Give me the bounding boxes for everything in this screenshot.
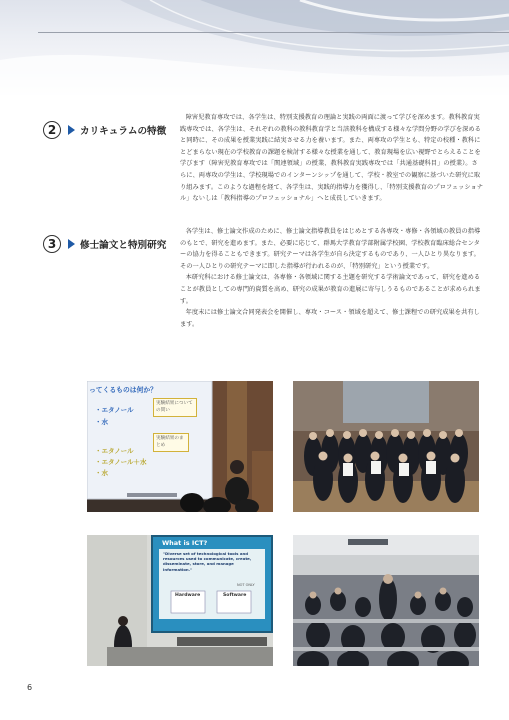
slide-quote: "Diverse set of technological tools and resources used to communicate, create, disseminate, store, and manage information." <box>163 551 252 572</box>
slide-item: ・水 <box>95 469 108 477</box>
section-3-heading <box>43 235 166 253</box>
slide-item: ・水 <box>95 418 108 426</box>
photo-ict-lecture <box>87 535 273 666</box>
paragraph: 障害児教育専攻では、各学生は、特別支援教育の理論と実践の両面に渡って学びを深めます。教科教育実践専攻では、各学生は、それぞれの教科の教科教育学と当該教科を構成する様々な学問分野の学びを深めると同時に、その成果を授業実践に結実させる力を養います。また、両専攻の学生とも、特定の校種・教科にとどまらない現在の学校教育の課題を検討する様々な授業を通して、教育現場を広い視野でとらえることを学びます（障害児教育専攻では「関連領域」の授業、教科教育実践専攻では「共通基礎科目」の授業）。さらに、両専攻の学生は、学校現場でのインターンシップを通して、学校・教室での観察に基づいた研究に取り組みます。このような過程を経て、各学生は、実践的指導力を獲得し、「特別支援教育のプロフェッショナル」ないしは「教科指導のプロフェッショナル」へと成長していきます。 <box>180 114 484 203</box>
slide-item: ・エタノール <box>95 406 134 414</box>
paragraph: 本研究科における修士論文は、各専修・各領域に関する主題を研究する学術論文であって、研究を進めることが教員としての専門的資質を高め、研究の成果が教育の進展に寄与しうるものであることが求められます。 <box>180 274 481 305</box>
slide-callout-box: 実験結果についての問い <box>153 398 197 417</box>
slide-label-software: Software <box>223 593 247 598</box>
section-number-badge: 3 <box>43 235 61 253</box>
slide-item: ・エタノール＋水 <box>95 458 147 466</box>
slide-question: ってくるものは何か？ <box>89 386 157 394</box>
section-2-heading <box>43 121 166 139</box>
slide-item: ・エタノール <box>95 447 134 455</box>
paragraph: 各学生は、修士論文作成のために、修士論文指導教員をはじめとする各専攻・専修・各領域の教員の指導のもとで、研究を進めます。また、必要に応じて、群馬大学教育学部附属学校園、学校教育臨床総合センターの協力を得ることもできます。研究テーマは各学生が自ら決定するものであり、一人ひとり異なります。その一人ひとりの研究テーマに即した指導が行われるのが、「特別研究」という授業です。 <box>180 228 481 270</box>
paragraph: 年度末には修士論文合同発表会を開催し、専攻・コース・領域を超えて、修士課程での研究成果を共有します。 <box>180 309 480 328</box>
section-title: カリキュラムの特徴 <box>80 126 167 137</box>
page-number: 6 <box>27 683 33 692</box>
triangle-bullet-icon <box>68 125 75 135</box>
triangle-bullet-icon <box>68 239 75 249</box>
section-3-body <box>180 226 484 330</box>
photo-classroom-presentation <box>87 381 273 512</box>
photo-lecture-hall <box>293 535 479 666</box>
section-title: 修士論文と特別研究 <box>80 240 167 251</box>
slide-label-not-only: NOT ONLY <box>237 583 255 587</box>
photo-group-certificates <box>293 381 479 512</box>
slide-label-hardware: Hardware <box>175 593 201 598</box>
section-2-body <box>180 112 484 205</box>
header-rule <box>38 32 509 33</box>
section-number-badge: 2 <box>43 121 61 139</box>
header-banner <box>0 0 509 95</box>
slide-callout-box: 実験結果のまとめ <box>153 433 189 452</box>
header-swoosh-decoration <box>0 0 509 95</box>
slide-title: What is ICT? <box>162 539 208 547</box>
